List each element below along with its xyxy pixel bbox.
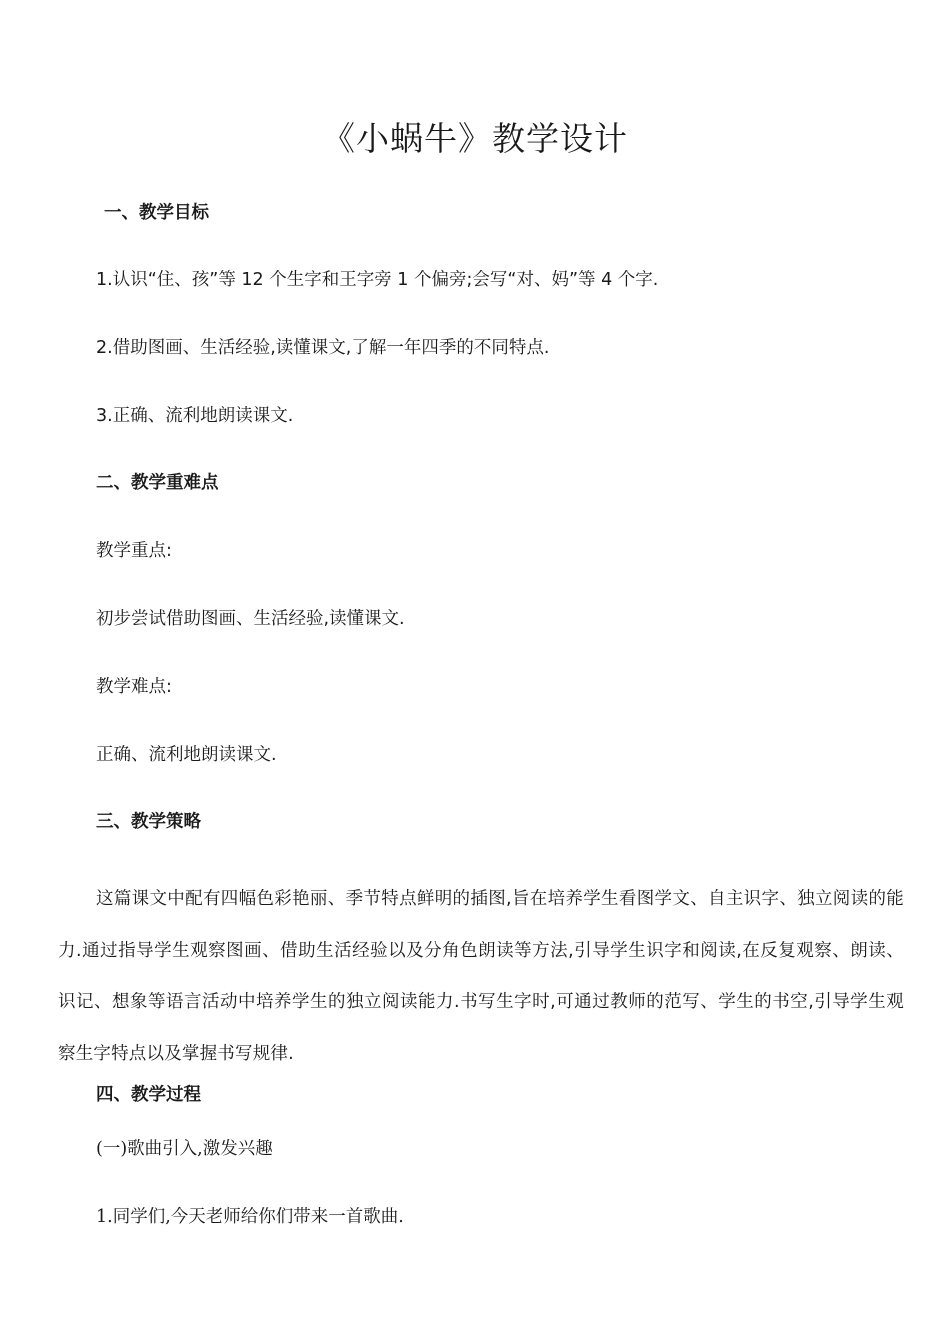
goal-item-3: 3.正确、流利地朗读课文.: [96, 406, 294, 426]
strategy-paragraph: 这篇课文中配有四幅色彩艳丽、季节特点鲜明的插图,旨在培养学生看图学文、自主识字、独立阅读的能力.通过指导学生观察图画、借助生活经验以及分角色朗读等方法,引导学生识字和阅读,在反复观察、朗读、识记、想象等语言活动中培养学生的独立阅读能力.书写生字时,可通过教师的范写、学生的书空,引导学生观察生字特点以及掌握书写规律.: [58, 889, 904, 1064]
section-heading-process: 四、教学过程: [96, 1085, 201, 1105]
process-subheading: (一)歌曲引入,激发兴趣: [96, 1139, 273, 1159]
document-title: 《小蜗牛》教学设计: [322, 119, 628, 158]
section-heading-key-points: 二、教学重难点: [96, 473, 219, 493]
goal-item-2: 2.借助图画、生活经验,读懂课文,了解一年四季的不同特点.: [96, 338, 550, 358]
difficulty-label: 教学难点:: [96, 677, 172, 697]
focus-text: 初步尝试借助图画、生活经验,读懂课文.: [96, 609, 405, 629]
section-heading-strategy: 三、教学策略: [96, 812, 201, 832]
section-heading-goals: 一、教学目标: [104, 203, 209, 223]
difficulty-text: 正确、流利地朗读课文.: [96, 745, 277, 765]
process-item-1: 1.同学们,今天老师给你们带来一首歌曲.: [96, 1207, 404, 1227]
goal-item-1: 1.认识“住、孩”等 12 个生字和王字旁 1 个偏旁;会写“对、妈”等 4 个字.: [96, 270, 659, 290]
focus-label: 教学重点:: [96, 541, 172, 561]
